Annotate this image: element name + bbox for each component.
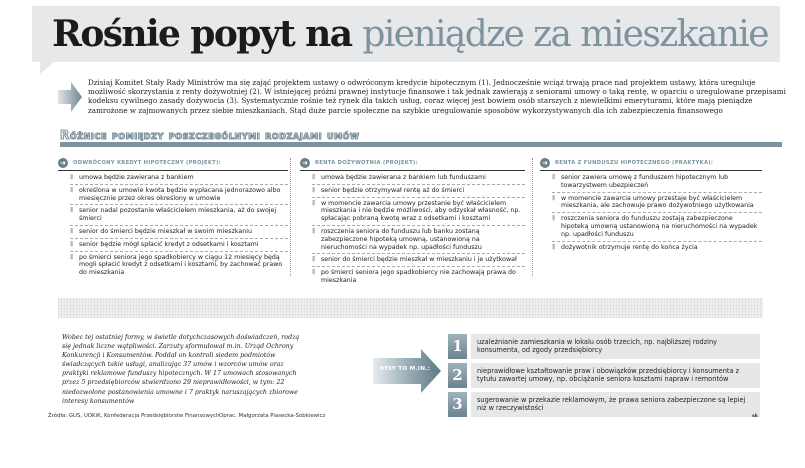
section-divider: [60, 142, 782, 147]
bars-icon: |||: [70, 253, 73, 260]
findings-list: [448, 334, 760, 421]
finding-number: 2: [448, 363, 467, 388]
bars-icon: |||: [312, 186, 315, 193]
section-title: Różnice pomiędzy poszczególnymi rodzajami umów: [60, 128, 360, 142]
list-item: ||| senior nadal pozostanie właścicielem mieszkania, aż do swojej śmierci: [70, 205, 288, 226]
column-heading-label: RENTA Z FUNDUSZU HIPOTECZNEGO (PRAKTYKA):: [555, 160, 714, 166]
finding-item: [448, 334, 760, 359]
list-item: ||| roszczenia seniora do funduszu zostają zabezpieczone hipoteką umowną ustanowioną na nieruchomości na wypadek np. upadłości funduszu: [552, 213, 762, 241]
bars-icon: |||: [312, 174, 315, 180]
bars-icon: |||: [70, 240, 73, 247]
finding-text: sugerowanie w przekazie reklamowym, że prawa seniora zabezpieczone są lepiej niż w rzeczywistości: [471, 392, 760, 417]
list-item: ||| senior będzie mógł spłacić kredyt z odsetkami i kosztami: [70, 239, 288, 252]
title-banner-tail: [40, 62, 54, 74]
bars-icon: |||: [552, 174, 555, 180]
circle-arrow-icon: ➜: [58, 158, 68, 168]
decorative-pattern-band: [58, 298, 763, 318]
finding-number: 1: [448, 334, 467, 359]
list-item: ||| dożywotnik otrzymuje rentę do końca życia: [552, 243, 698, 251]
circle-arrow-icon: ➜: [300, 158, 310, 168]
page-title: [52, 10, 768, 59]
findings-arrow-label: BYŁY TO M.IN.:: [380, 366, 431, 372]
bars-icon: |||: [552, 215, 555, 222]
bars-icon: |||: [70, 174, 73, 180]
sources-note: Źródła: GUS, UOKiK, Konfederacja Przedsiębiorstw Finansowych: [48, 413, 220, 419]
bars-icon: |||: [312, 227, 315, 234]
list-item: ||| po śmierci seniora jego spadkobiercy w ciągu 12 miesięcy będą mogli spłacić kredyt z odsetkami i kosztami, by zachować prawo do mieszkania: [70, 253, 283, 277]
bars-icon: |||: [552, 194, 555, 201]
bars-icon: |||: [552, 243, 555, 250]
finding-number: 3: [448, 392, 467, 417]
quote-paragraph: Wobec tej ostatniej formy, w świetle dotychczasowych doświadczeń, rodzą się jednak liczne wątpliwości. Zarzuty sformułował m.in. Urząd Ochrony Konkurencji i Konsumentów. Poddał on kontroli siedem podmiotów świadczących takie usługi, analizując 37 umów i wzorców umów oraz praktyki reklamowe funduszy hipotecznych. W 17 umowach stosowanych przez 5 przedsiębiorców stwierdzono 29 nieprawidłowości, w tym: 22 niedozwolone postanowienia umowne i 7 praktyk naruszających zbiorowe interesy konsumentów: [62, 334, 300, 405]
finding-text: uzależnianie zamieszkania w lokalu osób trzecich, np. najbliższej rodziny konsumenta, od zgody przedsiębiorcy: [471, 334, 760, 359]
bars-icon: |||: [70, 207, 73, 214]
list-item: ||| po śmierci seniora jego spadkobiercy nie zachowają prawa do mieszkania: [312, 269, 516, 284]
list-item: ||| roszczenia seniora do funduszu lub banku zostaną zabezpieczone hipoteką umowną, ustanowioną na nieruchomości na wypadek np. upadłości funduszu: [312, 226, 525, 254]
column-reverse-mortgage: [58, 158, 288, 279]
bars-icon: |||: [312, 256, 315, 263]
column-heading-label: RENTA DOŻYWOTNIA (PROJEKT):: [315, 160, 418, 166]
arrow-right-icon: [58, 82, 82, 112]
list-item: ||| umowa będzie zawierana z bankiem: [70, 172, 288, 185]
list-item: ||| senior do śmierci będzie mieszkał w mieszkaniu i je użytkował: [312, 254, 525, 267]
list-item: ||| senior zawiera umowę z funduszem hipotecznym lub towarzystwem ubezpieczeń: [552, 172, 762, 193]
list-item: ||| umowa będzie zawierana z bankiem lub funduszami: [312, 172, 525, 185]
title-part-2: pieniądze za mieszkanie: [362, 14, 768, 55]
finding-item: [448, 392, 760, 417]
signature: sk: [752, 414, 758, 419]
list-item: ||| w momencie zawarcia umowy przestaje być właścicielem mieszkania, ale zachowuje prawo dożywotniego użytkowania: [552, 193, 762, 214]
list-item: ||| senior będzie otrzymywał rentę aż do śmierci: [312, 185, 525, 198]
circle-arrow-icon: ➜: [540, 158, 550, 168]
finding-item: [448, 363, 760, 388]
bars-icon: |||: [70, 227, 73, 234]
bars-icon: |||: [70, 186, 73, 193]
column-heading-label: ODWRÓCONY KREDYT HIPOTECZNY (PROJEKT):: [73, 160, 222, 166]
list-item: ||| w momencie zawarcia umowy przestanie być właścicielem mieszkania i nie będzie możliwości, aby odzyskał własność, np. spłacając pobraną kwotę wraz z odsetkami i kosztami: [312, 198, 525, 226]
column-heading: [540, 158, 762, 171]
bars-icon: |||: [312, 199, 315, 206]
author-credit: Oprac. Małgorzata Piasecka-Sobkiewicz: [219, 413, 326, 419]
finding-text: nieprawidłowe kształtowanie praw i obowiązków przedsiębiorcy i konsumenta z tytułu zawartej umowy, np. obciążanie seniora kosztami napraw i remontów: [471, 363, 760, 388]
title-part-1: Rośnie popyt na: [52, 13, 352, 55]
column-heading: [58, 158, 288, 171]
column-divider: [290, 158, 291, 276]
list-item: ||| senior do śmierci będzie mieszkał w swoim mieszkaniu: [70, 226, 288, 239]
list-item: ||| określona w umowie kwota będzie wypłacana jednorazowo albo miesięcznie przez okres określony w umowie: [70, 185, 288, 206]
column-life-annuity: [300, 158, 525, 287]
column-mortgage-fund-annuity: [540, 158, 762, 253]
column-divider: [532, 158, 533, 276]
intro-paragraph: Dzisiaj Komitet Stały Rady Ministrów ma się zająć projektem ustawy o odwróconym kredycie hipotecznym (1). Jednocześnie wciąż trwają prace nad projektem ustawy, która ureguluje możliwość skorzystania z renty dożywotniej (2). W istniejącej próżni prawnej instytucje finansowe i tak jednak zawierają z seniorami umowy o taką rentę, w oparciu o uregulowane przepisami kodeksu cywilnego zasady dożywocia (3). Systematycznie rośnie też rynek dla takich usług, coraz więcej jest bowiem osób starszych z niewielkimi emeryturami, które mają pieniądze zamrożone w zajmowanych przez siebie mieszkaniach. Stąd duże parcie społeczne na szybkie uregulowanie sposobów wykorzystywanych dla ich zabezpieczenia finansowego: [88, 78, 786, 115]
column-heading: [300, 158, 525, 171]
bars-icon: |||: [312, 269, 315, 276]
